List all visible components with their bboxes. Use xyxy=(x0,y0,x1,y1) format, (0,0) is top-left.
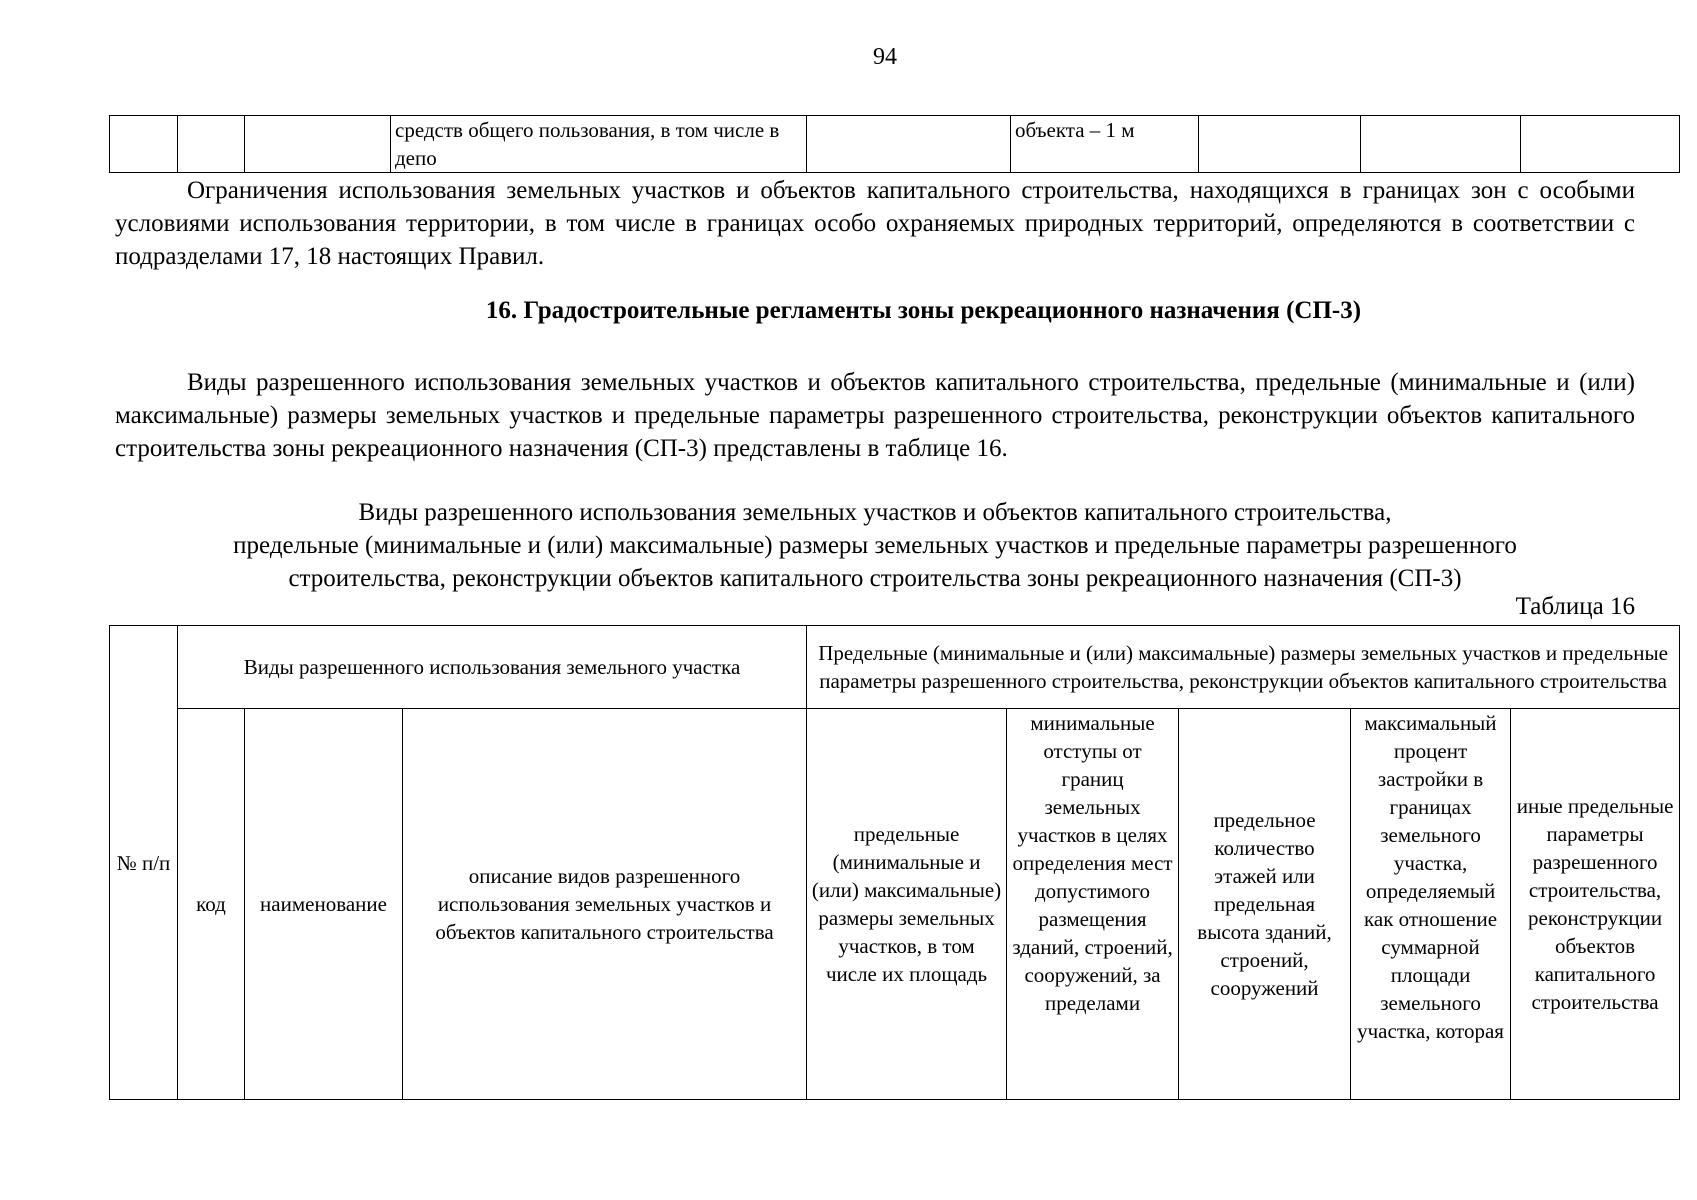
paragraph-intro xyxy=(115,366,1635,465)
cell-empty xyxy=(1361,116,1521,173)
header-coverage: максимальный процент застройки в границах земельного участка, определяемый как отношение суммарной площади земельного участка, которая xyxy=(1351,709,1511,1100)
cell-empty xyxy=(110,116,178,173)
table-caption-line: строительства, реконструкции объектов капитального строительства зоны рекреационного назначения (СП-3) xyxy=(288,565,1462,592)
header-row-group xyxy=(110,626,1680,709)
table-caption xyxy=(110,496,1640,595)
header-name: наименование xyxy=(245,709,403,1100)
cell-empty xyxy=(807,116,1011,173)
continuation-row xyxy=(110,116,1680,173)
paragraph-restrictions xyxy=(115,174,1635,273)
paragraph-restrictions-text: Ограничения использования земельных участков и объектов капитального строительства, находящихся в границах зон с особыми условиями использования территории, в том числе в границах особо охраняемых природных территорий, определяются в соответствии с подразделами 17, 18 настоящих Правил. xyxy=(115,177,1635,270)
header-group-uses: Виды разрешенного использования земельного участка xyxy=(178,626,807,709)
header-group-limits: Предельные (минимальные и (или) максимальные) размеры земельных участков и предельные параметры разрешенного строительства, реконструкции объектов капитального строительства xyxy=(807,626,1680,709)
header-setbacks: минимальные отступы от границ земельных участков в целях определения мест допустимого размещения зданий, строений, сооружений, за пределами xyxy=(1007,709,1179,1100)
continuation-table xyxy=(109,115,1680,173)
header-row-columns xyxy=(110,709,1680,1100)
table-number: Таблица 16 xyxy=(1515,593,1635,620)
header-number: № п/п xyxy=(110,626,178,1100)
header-floors: предельное количество этажей или предельная высота зданий, строений, сооружений xyxy=(1179,709,1351,1100)
cell-empty xyxy=(1521,116,1680,173)
header-code: код xyxy=(178,709,245,1100)
regulations-table xyxy=(109,625,1680,1100)
cell-empty xyxy=(245,116,391,173)
table-caption-line: предельные (минимальные и (или) максимальные) размеры земельных участков и предельные параметры разрешенного xyxy=(233,532,1517,559)
page-number: 94 xyxy=(873,44,897,70)
table-caption-line: Виды разрешенного использования земельных участков и объектов капитального строительства, xyxy=(358,499,1392,526)
cell-empty xyxy=(178,116,245,173)
header-sizes: предельные (минимальные и (или) максимальные) размеры земельных участков, в том числе их площадь xyxy=(807,709,1007,1100)
section-heading: 16. Градостроительные регламенты зоны рекреационного назначения (СП-3) xyxy=(485,297,1362,324)
cell-description: средств общего пользования, в том числе в депо xyxy=(391,116,807,173)
cell-empty xyxy=(1199,116,1361,173)
header-other: иные предельные параметры разрешенного строительства, реконструкции объектов капитального строительства xyxy=(1511,709,1680,1100)
cell-setback: объекта – 1 м xyxy=(1011,116,1199,173)
paragraph-intro-text: Виды разрешенного использования земельных участков и объектов капитального строительства, предельные (минимальные и (или) максимальные) размеры земельных участков и предельные параметры разрешенного строительства, реконструкции объектов капитального строительства зоны рекреационного назначения (СП-3) представлены в таблице 16. xyxy=(115,369,1635,462)
header-description: описание видов разрешенного использования земельных участков и объектов капитального строительства xyxy=(403,709,807,1100)
